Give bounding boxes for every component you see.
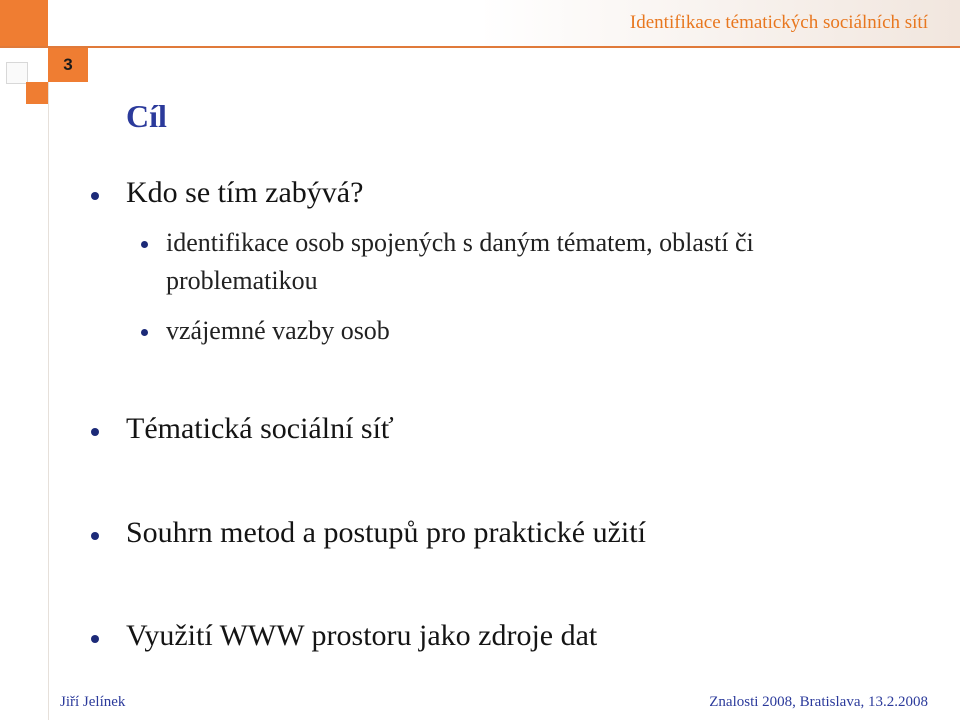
- footer-author: Jiří Jelínek: [60, 694, 126, 710]
- sub-bullet-dot-icon: [141, 241, 148, 248]
- sub-bullet-relations: vzájemné vazby osob: [166, 316, 390, 345]
- slide-title: Cíl: [126, 98, 167, 134]
- bullet-thematic-network: Tématická sociální síť: [126, 412, 394, 445]
- decor-outline-square: [6, 62, 28, 84]
- presentation-title: Identifikace tématických sociálních sítí: [629, 12, 928, 33]
- slide-number: 3: [48, 48, 88, 82]
- decor-orange-square-top: [0, 0, 48, 46]
- bullet-www: Využití WWW prostoru jako zdroje dat: [126, 619, 598, 652]
- decor-orange-square-small: [26, 82, 48, 104]
- bullet-dot-icon: [91, 635, 99, 643]
- bullet-who: Kdo se tím zabývá?: [126, 176, 364, 209]
- bullet-dot-icon: [91, 532, 99, 540]
- left-vertical-rule: [48, 82, 49, 720]
- bullet-dot-icon: [91, 192, 99, 200]
- footer-event: Znalosti 2008, Bratislava, 13.2.2008: [709, 694, 928, 710]
- sub-bullet-dot-icon: [141, 329, 148, 336]
- sub-bullet-identification: identifikace osob spojených s daným tématem, oblastí či problematikou: [166, 228, 754, 295]
- header-divider: [0, 46, 960, 48]
- bullet-dot-icon: [91, 428, 99, 436]
- bullet-methods: Souhrn metod a postupů pro praktické užití: [126, 516, 646, 549]
